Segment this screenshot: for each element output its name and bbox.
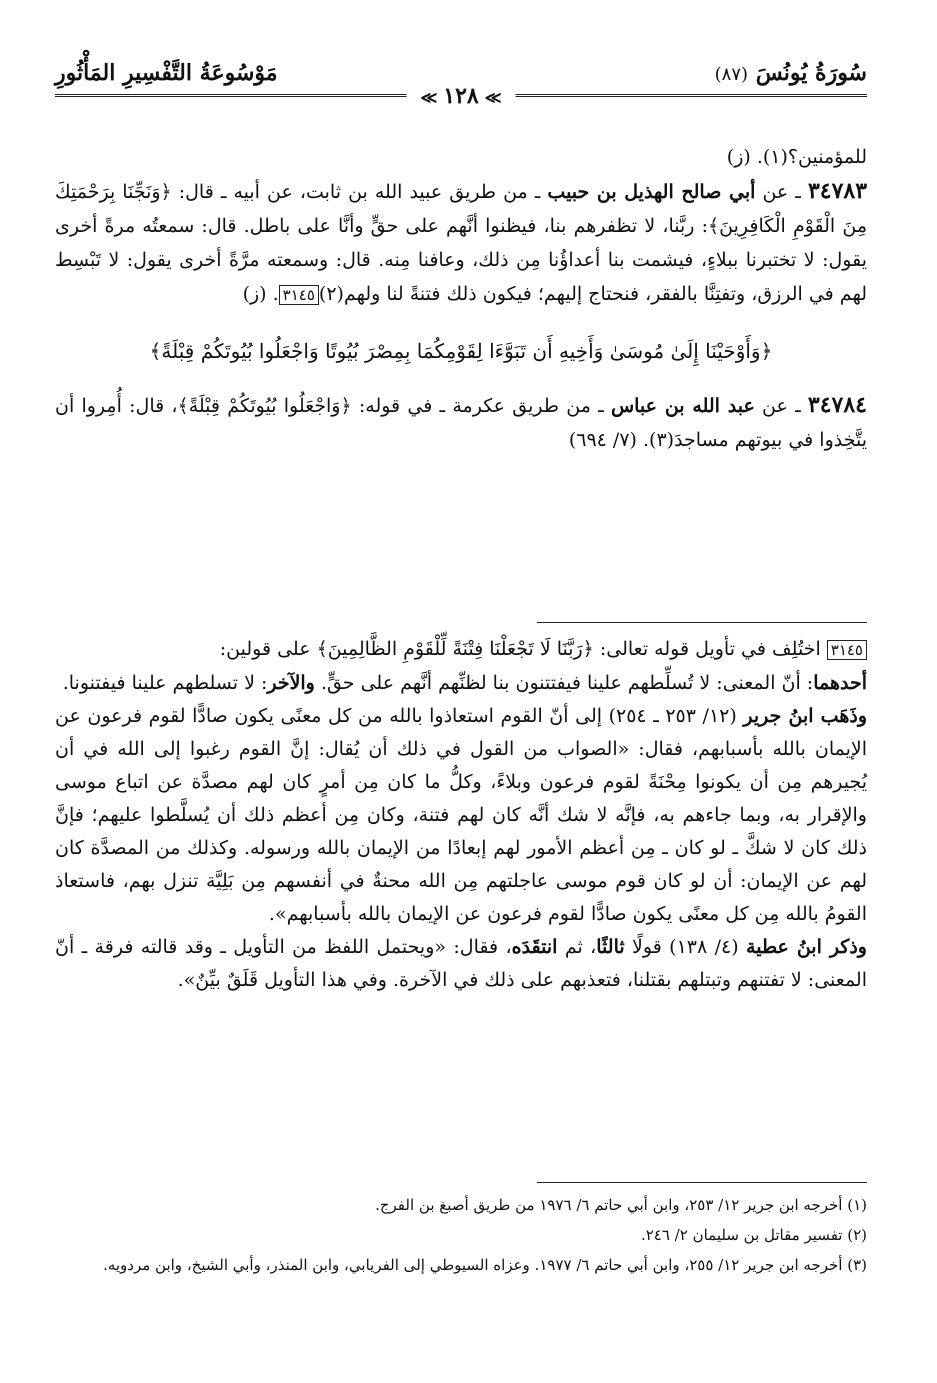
page-header	[55, 60, 867, 118]
quran-verse: ﴿وَأَوْحَيْنَا إِلَىٰ مُوسَىٰ وَأَخِيهِ أَن تَبَوَّءَا لِقَوْمِكُمَا بِمِصْرَ بُيُوتًا وَاجْعَلُوا بُيُوتَكُمْ قِبْلَةً﴾	[149, 339, 773, 363]
surah-title	[705, 60, 867, 86]
entry-text: ـ من طريق عبيد الله بن ثابت، عن أبيه ـ قال: ﴿وَنَجِّنَا بِرَحْمَتِكَ مِنَ الْقَوْمِ الْكَافِرِينَ﴾: ربَّنا، لا تظفرهم بنا، فيظنوا أنَّهم على حقٍّ وأنَّا على باطل. قال: سمعتُه مرةً أخرى يقول: لا تختبرنا ببلاءٍ، فيشمت بنا أعداؤُنا مِن ذلك، وعافنا مِنه. قال: وسمعته مرَّةً أخرى يقول: لا تَبْسِط لهم في الرزق، وتفتِنَّا بالفقر، فنحتاج إليهم؛ فيكون ذلك فتنةً لنا ولهم(٢)	[55, 181, 867, 305]
verse-number: (٨٧)	[714, 64, 749, 85]
surah-name: سُورَةُ يُونُسَ	[755, 60, 867, 86]
entry-number: ٣٤٧٨٣	[807, 178, 868, 204]
footnote-3: (٣) أخرجه ابن جرير ١٢/ ٢٥٥، وابن أبي حاتم ٦/ ١٩٧٧. وعزاه السيوطي إلى الفريابي، وابن المنذر، وأبي الشيخ، وابن مردويه.	[103, 1256, 867, 1274]
entry-continuation: للمؤمنين؟(١). (ز)	[726, 146, 867, 168]
page-number: ≫ ١٢٨ ≫	[407, 83, 516, 109]
commentary-divider	[537, 622, 867, 623]
footnotes	[55, 1190, 867, 1280]
footnote-divider	[537, 1182, 867, 1183]
footnote-1: (١) أخرجه ابن جرير ١٢/ ٢٥٣، وابن أبي حاتم ٦/ ١٩٧٦ من طريق أصبغ بن الفرج.	[375, 1196, 867, 1214]
commentary-box-number: ٣١٤٥	[827, 640, 867, 660]
narrator-name: عبد الله بن عباس	[610, 395, 755, 417]
entry-text: ـ من طريق عكرمة ـ في قوله: ﴿وَاجْعَلُوا بُيُوتَكُمْ قِبْلَةً﴾، قال: أُمِروا أن يتَّخِذوا في بيوتهم مساجدَ(٣). (٧/ ٦٩٤)	[55, 395, 867, 451]
footnote-2: (٢) تفسير مقاتل بن سليمان ٢/ ٢٤٦.	[640, 1226, 867, 1244]
commentary-section: ٣١٤٥ اختُلِف في تأويل قوله تعالى: ﴿رَبَّنَا لَا تَجْعَلْنَا فِتْنَةً لِّلْقَوْمِ الظَّالِمِينَ﴾ على قولين: أحدهما: أنّ المعنى: لا تُسلِّطهم علينا فيفتتنون بنا لظنِّهم أنَّهم على حقٍّ. والآخر: لا تسلطهم علينا فيفتنونا. وذَهَب ابنُ جرير (١٢/ ٢٥٣ ـ ٢٥٤) إلى أنّ القوم استعاذوا بالله من كل معنًى يكون صادًّا لقوم فرعون عن الإيمان بالله بأسبابهم، فقال: «الصواب من القول في ذلك أن يُقال: إنَّ القوم رغبوا إلى الله في أن يُجيرهم مِن أن يكونوا مِحْنَةً لقوم فرعون وبلاءً، وكلُّ ما كان مِن أمرٍ كان لهم مصدَّة عن اتباع موسى والإقرار به، وبما جاءهم به، فإنَّه لا شك أنَّه كان لهم فتنة، وكان مِن أعظم ذلك أن يُسلَّطوا عليهم؛ فإنَّ ذلك كان لا شكَّ ـ لو كان ـ مِن أعظم الأمور لهم إبعادًا من الإيمان بالله ورسوله. وكذلك من المصدَّة كان لهم عن الإيمان: أن لو كان قوم موسى عاجلتهم مِن الله محنةٌ في أنفسهم مِن بَلِيَّة تنزل بهم، فاستعاذ القومُ بالله مِن كل معنًى يكون صادًّا لقوم فرعون عن الإيمان بالله بأسبابهم». وذكر ابنُ عطية (٤/ ١٣٨) قولًا ثالثًا، ثم انتقَدَه، فقال: «ويحتمل اللفظ من التأويل ـ وقد قالته فرقة ـ أنّ المعنى: لا تفتنهم وتبتلهم بقتلنا، فتعذبهم على ذلك في الآخرة. وفي هذا التأويل قَلَقٌ بيِّنٌ».	[55, 638, 867, 991]
main-text	[55, 140, 867, 457]
book-title: مَوْسُوعَةُ التَّفْسِيرِ المَأْثُورِ	[55, 60, 278, 86]
entry-34783: ٣٤٧٨٣ ـ عن أبي صالح الهذيل بن حبيب ـ من طريق عبيد الله بن ثابت، عن أبيه ـ قال: ﴿وَنَجِّنَا بِرَحْمَتِكَ مِنَ الْقَوْمِ الْكَافِرِينَ﴾: ربَّنا، لا تظفرهم بنا، فيظنوا أنَّهم على حقٍّ وأنَّا على باطل. قال: سمعتُه مرةً أخرى يقول: لا تختبرنا ببلاءٍ، فيشمت بنا أعداؤُنا مِن ذلك، وعافنا مِنه. قال: وسمعته مرَّةً أخرى يقول: لا تَبْسِط لهم في الرزق، وتفتِنَّا بالفقر، فنحتاج إليهم؛ فيكون ذلك فتنةً لنا ولهم(٢)٣١٤٥. (ز)	[55, 178, 868, 305]
narrator-name: أبي صالح الهذيل بن حبيب	[547, 181, 756, 203]
cross-ref-box: ٣١٤٥	[279, 285, 319, 305]
entry-number: ٣٤٧٨٤	[807, 392, 867, 418]
entry-34784: ٣٤٧٨٤ ـ عن عبد الله بن عباس ـ من طريق عكرمة ـ في قوله: ﴿وَاجْعَلُوا بُيُوتَكُمْ قِبْلَةً﴾، قال: أُمِروا أن يتَّخِذوا في بيوتهم مساجدَ(٣). (٧/ ٦٩٤)	[55, 392, 867, 451]
